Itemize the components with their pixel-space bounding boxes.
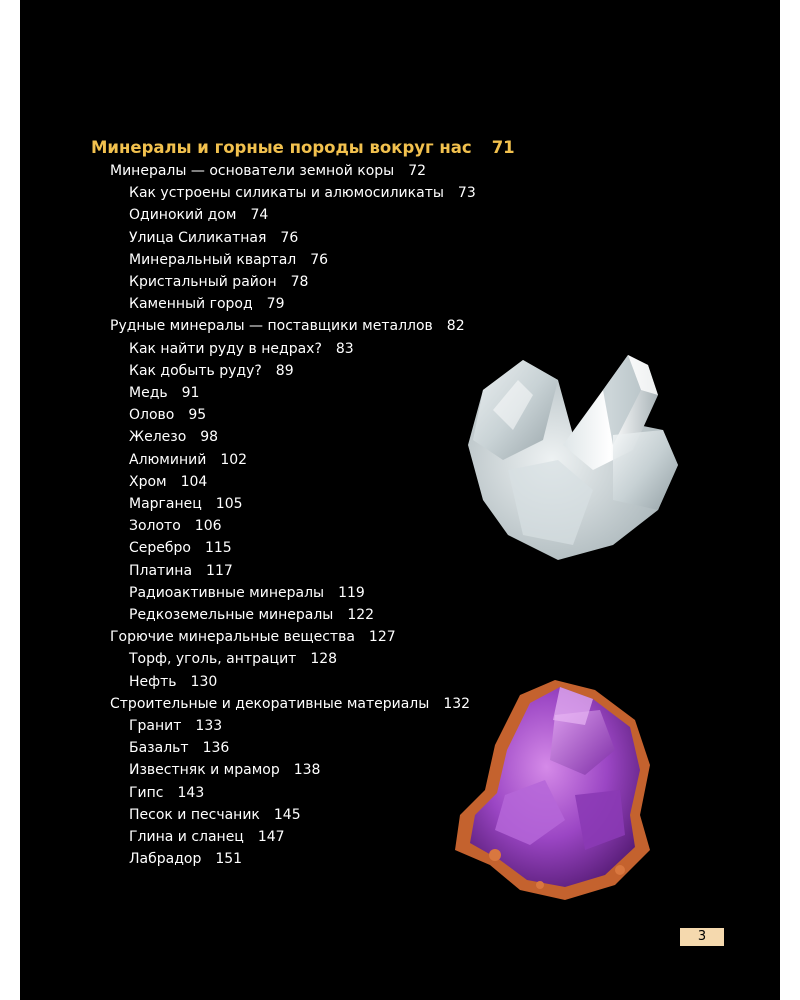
toc-entry (129, 206, 268, 224)
toc-entry-title: Одинокий дом (129, 207, 237, 224)
toc-entry-title: Алюминий (129, 451, 207, 468)
toc-entry (110, 695, 470, 713)
toc-entry-title: Глина и сланец (129, 829, 244, 845)
toc-entry (129, 184, 476, 202)
toc-entry-page: 95 (188, 407, 207, 424)
toc-entry-page: 76 (280, 229, 299, 246)
toc-entry-page: 132 (443, 695, 471, 712)
toc-entry-page: 82 (446, 318, 465, 335)
toc-entry-page: 143 (177, 784, 205, 801)
toc-entry-page: 104 (180, 473, 208, 490)
toc-entry-title: Минеральный квартал (129, 251, 297, 268)
toc-entry (129, 761, 320, 779)
toc-entry-page: 98 (200, 429, 219, 446)
book-page (20, 0, 780, 1000)
toc-entry (129, 229, 298, 247)
toc-entry-page: 127 (368, 629, 396, 646)
toc-entry-page: 115 (204, 540, 232, 557)
toc-entry-page: 105 (215, 496, 243, 512)
toc-entry-page: 119 (338, 584, 365, 601)
toc-entry-page: 117 (206, 562, 233, 579)
toc-entry-page: 122 (347, 607, 375, 623)
toc-entry-page: 106 (194, 518, 222, 535)
toc-entry-title: Медь (129, 385, 168, 401)
toc-entry-page: 151 (215, 851, 243, 868)
toc-entry (129, 650, 337, 668)
toc-entry (129, 251, 328, 269)
toc-entry-page: 72 (408, 163, 427, 179)
toc-entry-page: 91 (181, 385, 200, 401)
toc-entry-page: 74 (250, 207, 269, 224)
toc-entry-page: 130 (190, 673, 218, 690)
toc-entry-page: 73 (457, 185, 476, 202)
toc-entry (129, 451, 247, 469)
toc-entry (129, 584, 365, 602)
toc-entry-title: Железо (129, 429, 187, 446)
toc-entry-title: Радиоактивные минералы (129, 584, 325, 601)
toc-entry-title: Минералы и горные породы вокруг нас (91, 138, 472, 157)
toc-entry-page: 83 (335, 340, 354, 357)
toc-entry-title: Марганец (129, 496, 202, 512)
toc-entry-title: Минералы — основатели земной коры (110, 163, 395, 179)
toc-entry (91, 139, 515, 157)
toc-entry-title: Золото (129, 518, 181, 535)
toc-entry-title: Серебро (129, 540, 191, 557)
toc-entry (129, 473, 207, 491)
toc-entry (129, 673, 217, 691)
toc-entry (110, 162, 426, 180)
toc-entry-title: Гранит (129, 718, 182, 734)
toc-entry (129, 539, 232, 557)
toc-entry-title: Базальт (129, 740, 189, 757)
toc-entry-page: 147 (257, 829, 285, 845)
toc-entry-title: Как найти руду в недрах? (129, 340, 322, 357)
toc-entry (129, 362, 294, 380)
toc-entry-title: Редкоземельные минералы (129, 607, 334, 623)
toc-entry-title: Нефть (129, 673, 177, 690)
toc-entry (129, 806, 301, 824)
toc-entry-page: 102 (220, 451, 248, 468)
toc-entry-title: Известняк и мрамор (129, 762, 280, 779)
toc-entry-title: Как добыть руду? (129, 362, 262, 379)
toc-entry (110, 628, 396, 646)
toc-entry (129, 340, 354, 358)
toc-entry-title: Рудные минералы — поставщики металлов (110, 318, 433, 335)
toc-entry-title: Хром (129, 473, 167, 490)
page-number: 3 (680, 928, 724, 946)
toc-entry-page: 145 (273, 806, 301, 823)
toc-entry-title: Гипс (129, 784, 164, 801)
toc-entry (129, 273, 308, 291)
toc-entry-page: 89 (275, 362, 294, 379)
toc-entry (129, 384, 199, 402)
toc-entry-page: 76 (310, 251, 329, 268)
toc-entry-page: 128 (310, 651, 338, 668)
toc-entry-title: Строительные и декоративные материалы (110, 695, 430, 712)
toc-entry (129, 295, 284, 313)
toc-entry-page: 136 (202, 740, 230, 757)
toc-entry (110, 317, 465, 335)
toc-entry (129, 428, 218, 446)
toc-entry (129, 850, 242, 868)
toc-entry-title: Каменный город (129, 296, 253, 313)
toc-entry-title: Улица Силикатная (129, 229, 267, 246)
toc-entry-page: 71 (491, 138, 515, 157)
toc-entry-title: Торф, уголь, антрацит (129, 651, 297, 668)
toc-entry-page: 78 (290, 274, 309, 290)
toc-entry-page: 79 (266, 296, 285, 313)
toc-entry (129, 606, 374, 624)
quartz-crystal-image (463, 350, 688, 565)
toc-entry (129, 828, 285, 846)
toc-entry-title: Песок и песчаник (129, 806, 260, 823)
toc-entry (129, 495, 243, 513)
toc-entry (129, 562, 233, 580)
toc-entry (129, 739, 229, 757)
toc-entry (129, 784, 204, 802)
toc-entry-title: Олово (129, 407, 175, 424)
toc-entry (129, 406, 206, 424)
toc-entry (129, 517, 222, 535)
toc-entry-page: 138 (293, 762, 321, 779)
toc-entry-title: Платина (129, 562, 193, 579)
toc-entry-title: Горючие минеральные вещества (110, 629, 355, 646)
toc-entry-title: Кристальный район (129, 274, 277, 290)
toc-entry-page: 133 (195, 718, 223, 734)
toc-entry (129, 717, 222, 735)
toc-entry-title: Лабрадор (129, 851, 202, 868)
toc-entry-title: Как устроены силикаты и алюмосиликаты (129, 185, 444, 202)
amethyst-crystal-image (435, 675, 660, 905)
